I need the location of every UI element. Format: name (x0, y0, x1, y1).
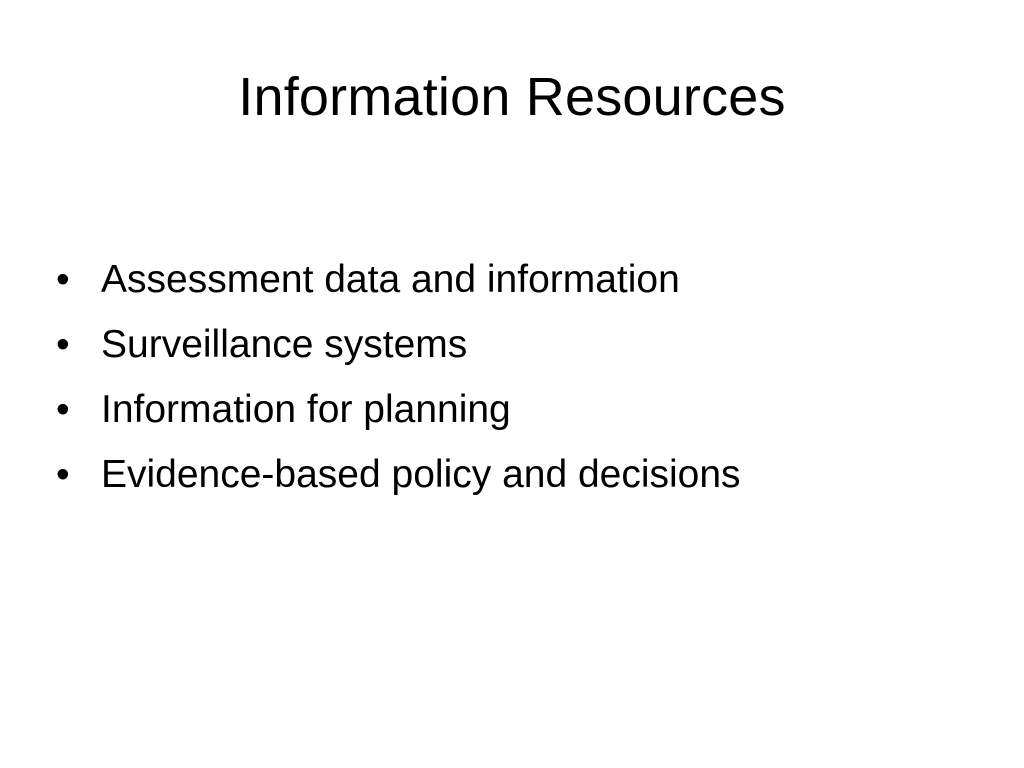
slide-title: Information Resources (238, 67, 786, 127)
bullet-text: Surveillance systems (101, 323, 468, 366)
bullet-text: Assessment data and information (101, 258, 680, 301)
bullet-icon: • (56, 323, 70, 366)
bullet-icon: • (56, 453, 70, 496)
bullet-icon: • (56, 388, 70, 431)
bullet-text: Evidence-based policy and decisions (101, 453, 741, 496)
bullet-icon: • (56, 258, 70, 301)
bullet-list (56, 250, 956, 510)
bullet-item-evidence-based-policy (56, 445, 956, 510)
bullet-item-information-for-planning (56, 380, 956, 445)
bullet-item-assessment-data (56, 250, 956, 315)
bullet-item-surveillance-systems (56, 315, 956, 380)
bullet-text: Information for planning (101, 388, 511, 431)
